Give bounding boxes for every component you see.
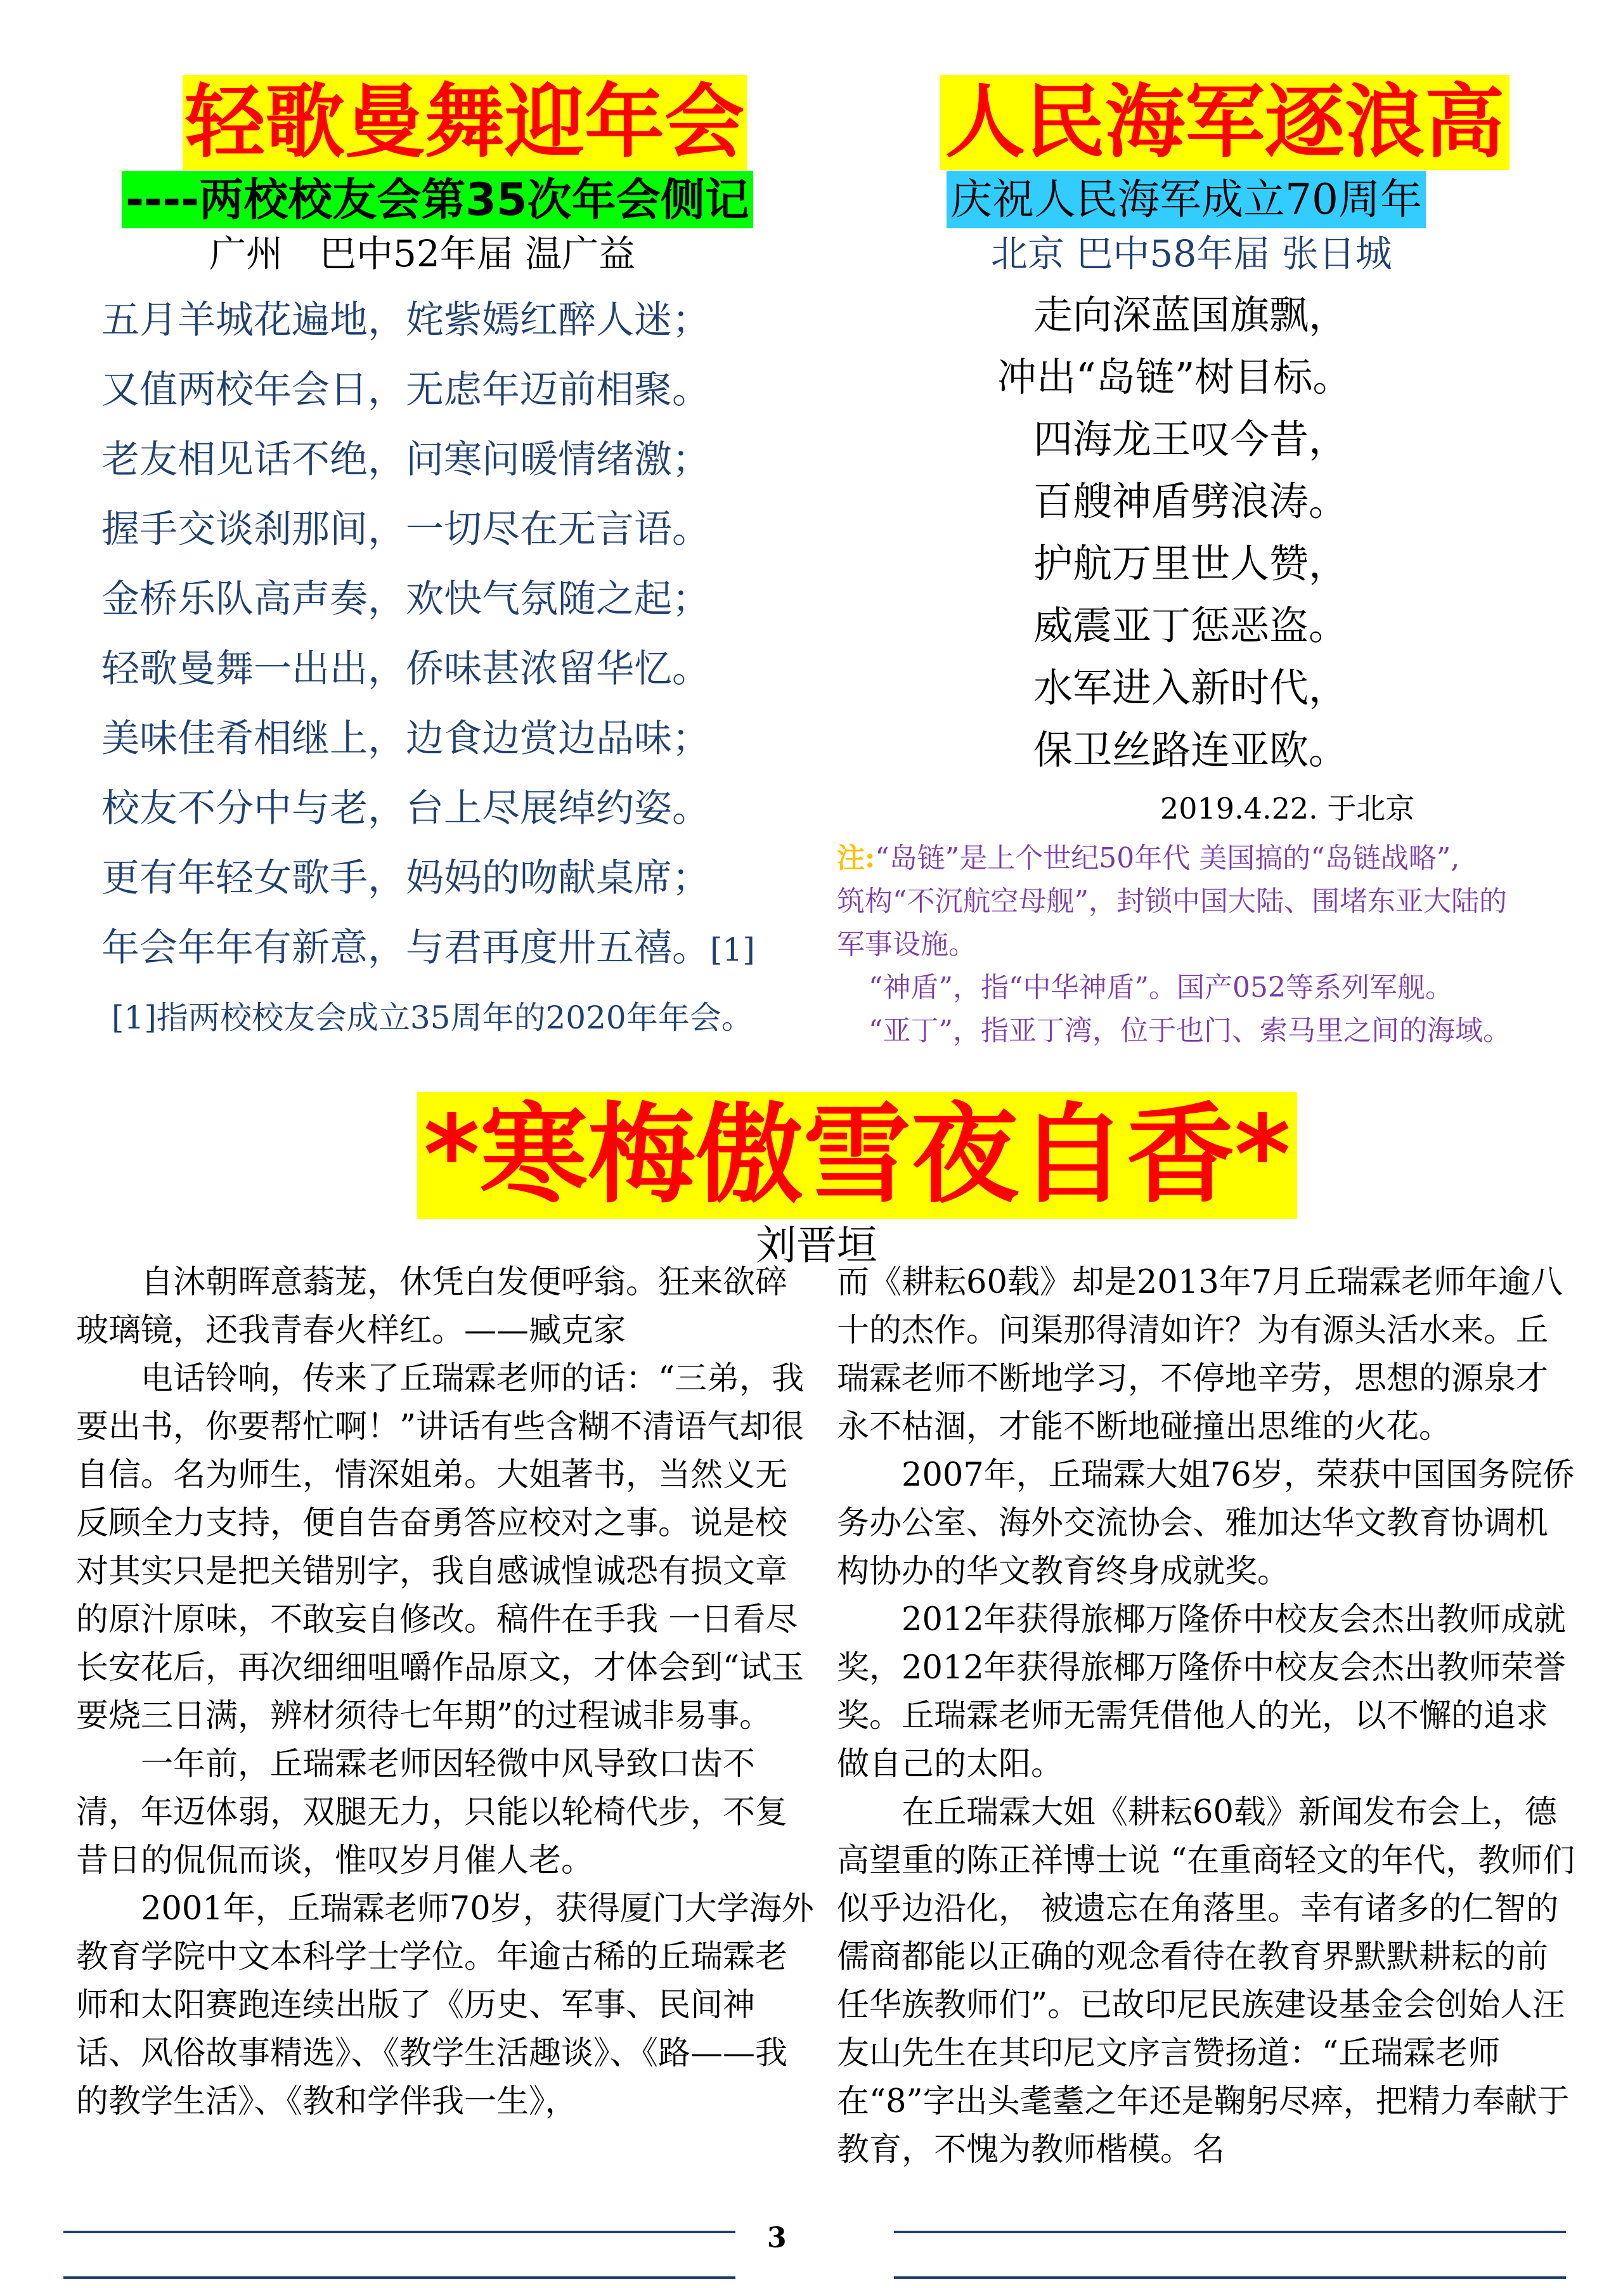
- article-paragraph: 2001年，丘瑞霖老师70岁，获得厦门大学海外教育学院中文本科学士学位。年逾古稀的丘瑞霖老师和太阳赛跑连续出版了《历史、军事、民间神话、风俗故事精选》、《教学生活趣谈》、《路——我的教学生活》、《教和学伴我一生》，: [76, 1890, 814, 2120]
- article-paragraph: 2012年获得旅椰万隆侨中校友会杰出教师成就奖，2012年获得旅椰万隆侨中校友会杰出教师荣誉奖。丘瑞霖老师无需凭借他人的光，以不懈的追求做自己的太阳。: [837, 1601, 1566, 1783]
- footnote-reference-mark: [1]: [710, 931, 755, 968]
- note-line-text: “岛链”是上个世纪50年代 美国搞的“岛链战略”,: [875, 842, 1460, 874]
- right-poem-line: 保卫丝路连亚欧。: [1033, 727, 1348, 773]
- right-poem-line: 水军进入新时代，: [1033, 665, 1348, 711]
- note-line: 军事设施。: [837, 928, 976, 961]
- left-poem-line: 又值两校年会日，无虑年迈前相聚。: [101, 368, 710, 412]
- right-poem-line: 四海龙王叹今昔，: [1033, 416, 1348, 462]
- right-poem-title: 人民海军逐浪高: [940, 75, 1510, 170]
- right-poem-line: 冲出“岛链”树目标。: [997, 354, 1352, 400]
- article-paragraph: 在丘瑞霖大姐《耕耘60载》新闻发布会上，德高望重的陈正祥博士说 “在重商轻文的年代，教师们似乎边沿化， 被遗忘在角落里。幸有诸多的仁智的儒商都能以正确的观念看待在教育界默默耕耘的前任华族教师们”。已故印尼民族建设基金会创始人汪友山先生在其印尼文序言赞扬道：“丘瑞霖老师在“8”字出头耄耋之年还是鞠躬尽瘁，把精力奉献于教育，不愧为教师楷模。名: [837, 1794, 1575, 2169]
- left-poem-line: 更有年轻女歌手，妈妈的吻献桌席；: [101, 856, 710, 900]
- right-poem-line: 百艘神盾劈浪涛。: [1033, 478, 1348, 524]
- article-paragraph: 而《耕耘60载》却是2013年7月丘瑞霖老师年逾八十的杰作。问渠那得清如许？为有源头活水来。丘瑞霖老师不断地学习，不停地辛劳，思想的源泉才永不枯涸，才能不断地碰撞出思维的火花。: [837, 1264, 1563, 1446]
- article-author: 刘晋垣: [756, 1223, 877, 1269]
- left-poem-line: 握手交谈刹那间，一切尽在无言语。: [101, 507, 710, 552]
- right-poem-notes: [837, 837, 1572, 1053]
- article-paragraph: 2007年，丘瑞霖大姐76岁，荣获中国国务院侨务办公室、海外交流协会、雅加达华文教育协调机构协办的华文教育终身成就奖。: [837, 1456, 1575, 1590]
- article-left-column: [76, 1259, 818, 2126]
- left-poem-subtitle: ----两校校友会第35次年会侧记: [122, 171, 753, 228]
- left-poem-line: 五月羊城花遍地，姹紫嫣红醉人迷；: [101, 298, 710, 342]
- right-poem-subtitle: 庆祝人民海军成立70周年: [947, 171, 1426, 228]
- footer-rule-left-bottom: [63, 2276, 735, 2279]
- left-poem-footnote: [1]指两校校友会成立35周年的2020年年会。: [112, 999, 753, 1036]
- left-poem-line: 轻歌曼舞一出出，侨味甚浓留华忆。: [101, 647, 710, 691]
- right-poem-line: 护航万里世人赞，: [1033, 540, 1348, 587]
- article-paragraph: 一年前，丘瑞霖老师因轻微中风导致口齿不清，年迈体弱，双腿无力，只能以轮椅代步，不复昔日的侃侃而谈，惟叹岁月催人老。: [76, 1746, 788, 1879]
- right-poem-byline: 北京 巴中58年届 张日城: [991, 232, 1392, 275]
- left-poem-line: [101, 913, 755, 985]
- right-poem-line: 威震亚丁惩恶盗。: [1033, 602, 1348, 649]
- footer-rule-right-bottom: [894, 2276, 1566, 2279]
- article-paragraph: 电话铃响，传来了丘瑞霖老师的话：“三弟，我要出书，你要帮忙啊！”讲话有些含糊不清语气却很自信。名为师生，情深姐弟。大姐著书，当然义无反顾全力支持，便自告奋勇答应校对之事。说是校对其实只是把关错别字，我自感诚惶诚恐有损文章的原汁原味，不敢妄自修改。稿件在手我 一日看尽长安花后，再次细细咀嚼作品原文，才体会到“试玉要烧三日满，辨材须待七年期”的过程诚非易事。: [76, 1360, 805, 1735]
- note-line: 筑构“不沉航空母舰”，封锁中国大陆、围堵东亚大陆的: [837, 885, 1507, 918]
- page-number: 3: [767, 2222, 787, 2254]
- article-right-column: [837, 1259, 1579, 2174]
- note-label: 注:: [837, 842, 876, 874]
- left-poem-line: 美味佳肴相继上，边食边赏边品味；: [101, 717, 710, 761]
- article-title: *寒梅傲雪夜自香*: [417, 1092, 1297, 1219]
- note-line: “亚丁”，指亚丁湾，位于也门、索马里之间的海域。: [869, 1015, 1511, 1047]
- left-poem-line: 金桥乐队高声奏，欢快气氛随之起；: [101, 577, 710, 621]
- note-line: “神盾”，指“中华神盾”。国产052等系列军舰。: [869, 971, 1453, 1004]
- left-poem-last-line-text: 年会年年有新意，与君再度卅五禧。: [101, 926, 710, 970]
- footer-rule-left-top: [63, 2231, 735, 2233]
- left-poem-byline: 广州 巴中52年届 温广益: [209, 232, 636, 275]
- left-poem-title: 轻歌曼舞迎年会: [183, 75, 747, 170]
- note-line: [837, 837, 1572, 880]
- article-paragraph: 自沐朝晖意蓊茏，休凭白发便呼翁。狂来欲碎玻璃镜，还我青春火样红。——臧克家: [76, 1264, 788, 1349]
- right-poem-line: 走向深蓝国旗飘，: [1033, 292, 1348, 338]
- left-poem-line: 老友相见话不绝，问寒问暖情绪激；: [101, 438, 710, 482]
- right-poem-date: 2019.4.22. 于北京: [1160, 791, 1415, 826]
- left-poem-line: 校友不分中与老，台上尽展绰约姿。: [101, 786, 710, 831]
- footer-rule-right-top: [894, 2231, 1566, 2233]
